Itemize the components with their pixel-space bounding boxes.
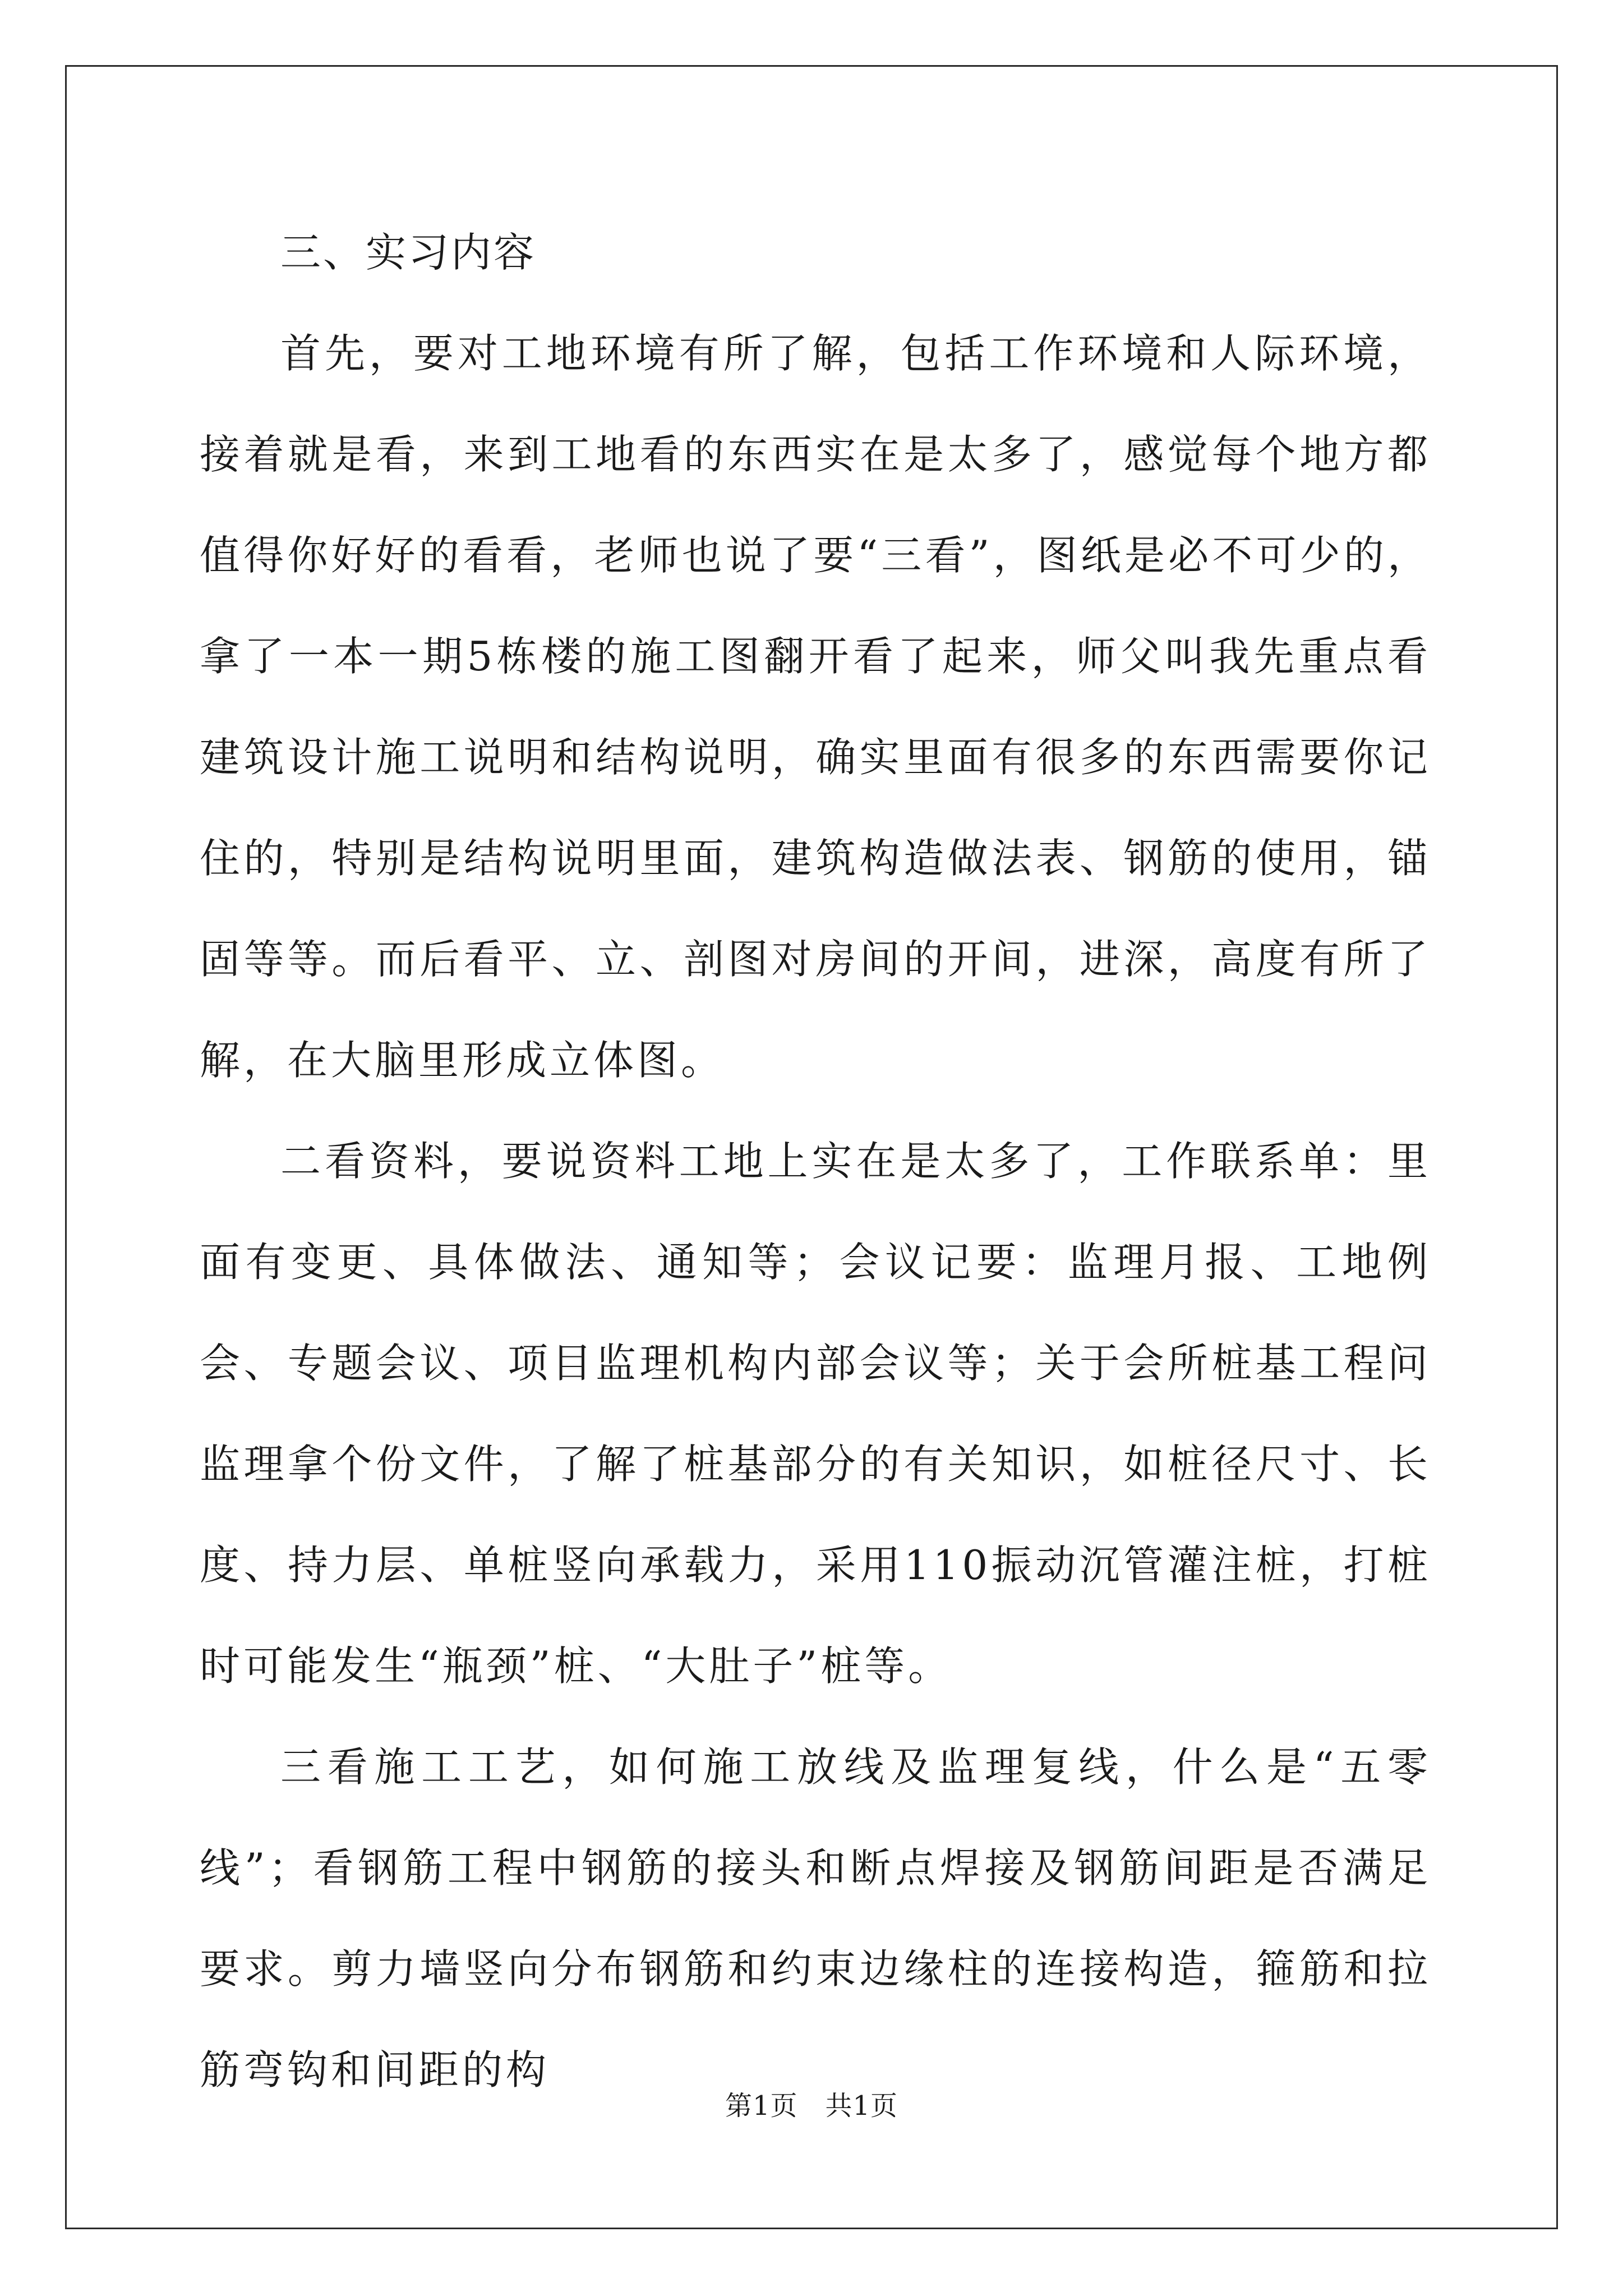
section-heading: 三、实习内容 [280, 229, 537, 276]
paragraph-third-look: 三看施工工艺，如何施工放线及监理复线，什么是“五零线”；看钢筋工程中钢筋的接头和断点焊接及钢筋间距是否满足要求。剪力墙竖向分布钢筋和约束边缘柱的连接构造，箍筋和拉筋弯钩和间距的构 [200, 1743, 1431, 2093]
paragraph-first-look: 首先，要对工地环境有所了解，包括工作环境和人际环境，接着就是看，来到工地看的东西实在是太多了，感觉每个地方都值得你好好的看看，老师也说了要“三看”，图纸是必不可少的，拿了一本一期5栋楼的施工图翻开看了起来，师父叫我先重点看建筑设计施工说明和结构说明，确实里面有很多的东西需要你记住的，特别是结构说明里面，建筑构造做法表、钢筋的使用，锚固等等。而后看平、立、剖图对房间的开间，进深，高度有所了解，在大脑里形成立体图。 [200, 330, 1431, 1084]
document-body [200, 202, 1431, 2120]
paragraph-second-look: 二看资料，要说资料工地上实在是太多了，工作联系单：里面有变更、具体做法、通知等；会议记要：监理月报、工地例会、专题会议、项目监理机构内部会议等；关于会所桩基工程问监理拿个份文件，了解了桩基部分的有关知识，如桩径尺寸、长度、持力层、单桩竖向承载力，采用110振动沉管灌注桩，打桩时可能发生“瓶颈”桩、“大肚子”桩等。 [200, 1138, 1431, 1690]
page-number-footer: 第1页 共1页 [725, 2090, 898, 2122]
